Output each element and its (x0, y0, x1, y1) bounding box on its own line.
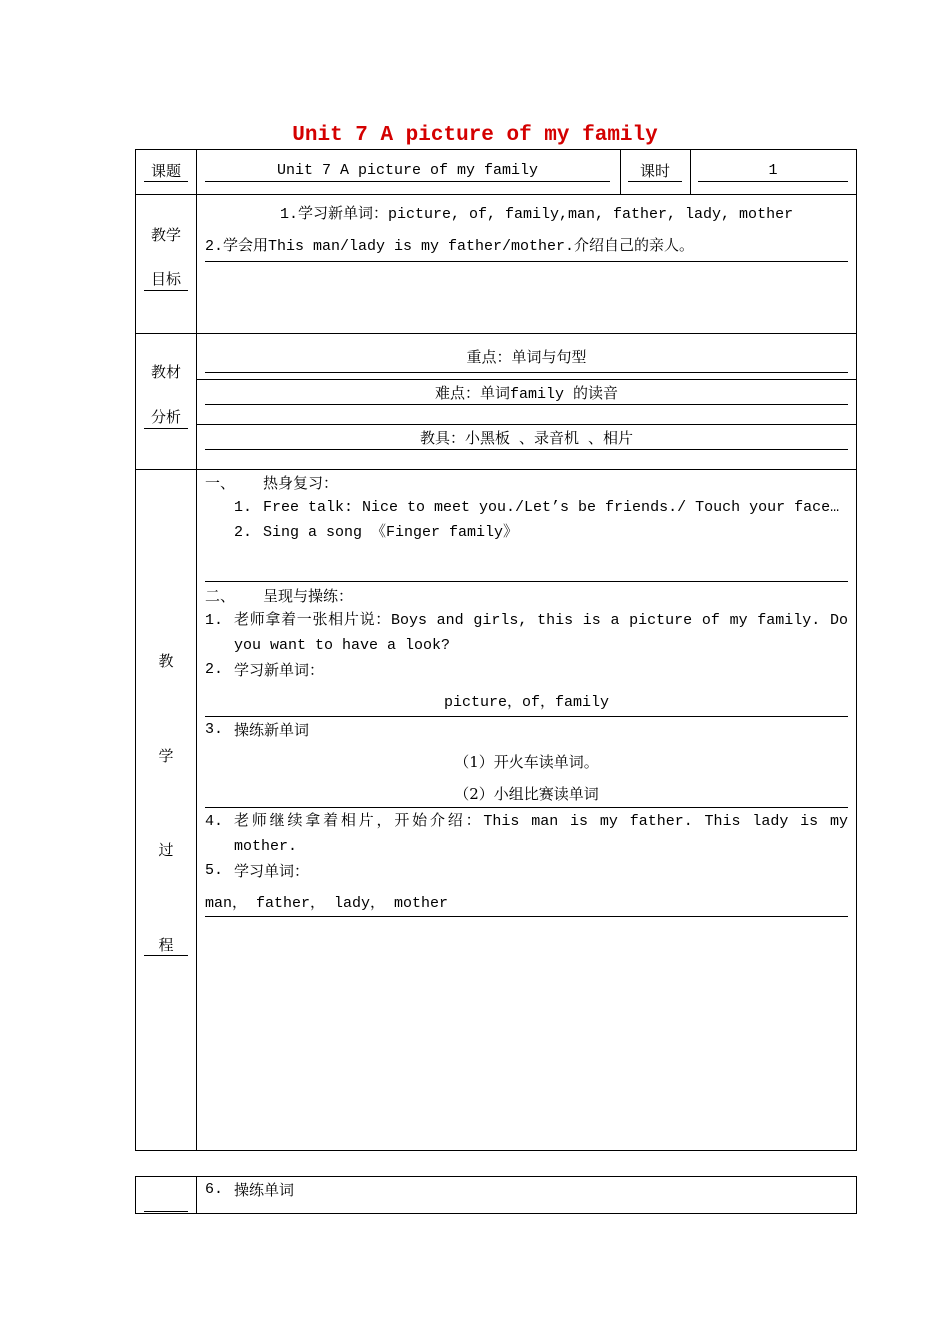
step-6-text: 操练单词 (234, 1181, 295, 1199)
drill-2: （2）小组比赛读单词 (454, 785, 599, 803)
underline (205, 716, 848, 717)
underline (144, 290, 188, 291)
step-3-text: 操练新单词 (234, 721, 310, 739)
process-label-1: 教 (158, 652, 174, 670)
step-1-line-2: you want to have a look? (234, 637, 451, 654)
period-value: 1 (768, 162, 778, 179)
warmup-2-number: 2. (234, 524, 253, 541)
underline (144, 181, 188, 182)
column-divider (196, 1176, 197, 1214)
underline (205, 404, 848, 405)
step-1-line-1: 老师拿着一张相片说：Boys and girls, this is a picture of my family. Do (234, 612, 848, 629)
step-2-number: 2. (205, 661, 224, 678)
underline (628, 181, 682, 182)
step-6-number: 6. (205, 1181, 224, 1198)
row-divider (196, 424, 857, 425)
objectives-label-top: 教学 (150, 226, 181, 244)
step-3-number: 3. (205, 721, 224, 738)
row-divider (196, 379, 857, 380)
step-2-text: 学习新单词： (234, 661, 325, 679)
step-5-text: 学习单词： (234, 862, 310, 880)
objective-line-1: 1.学习新单词：picture, of, family,man, father, lady, mother (280, 206, 794, 223)
underline (144, 428, 188, 429)
step-4-line-2: mother. (234, 838, 298, 855)
underline (698, 181, 848, 182)
underline (205, 181, 610, 182)
analysis-label-top: 教材 (150, 363, 181, 381)
topic-label: 课题 (150, 162, 181, 180)
difficult-point: 难点：单词family 的读音 (434, 386, 618, 403)
warmup-2-text: Sing a song 《Finger family》 (263, 524, 519, 541)
warmup-1-number: 1. (234, 499, 253, 516)
underline (205, 372, 848, 373)
row-divider (135, 469, 857, 470)
step-5-number: 5. (205, 862, 224, 879)
warmup-1-text: Free talk: Nice to meet you./Let’s be friends./ Touch your face… (263, 499, 840, 516)
underline (205, 261, 848, 262)
drill-1: （1）开火车读单词。 (454, 753, 599, 771)
step-1-number: 1. (205, 612, 224, 629)
section-1-number: 一、 (205, 474, 236, 492)
analysis-label-bottom: 分析 (150, 408, 181, 426)
new-words: picture，of，family (443, 694, 610, 711)
teaching-tools: 教具：小黑板 、录音机 、相片 (419, 431, 633, 448)
period-label: 课时 (639, 162, 670, 180)
row-divider (135, 194, 857, 195)
section-1-title: 热身复习： (263, 474, 339, 492)
topic-value: Unit 7 A picture of my family (276, 162, 539, 179)
objectives-label-bottom: 目标 (150, 270, 181, 288)
column-divider (690, 149, 691, 194)
underline (205, 807, 848, 808)
underline (144, 955, 188, 956)
process-label-2: 学 (158, 747, 174, 765)
underline (205, 916, 848, 917)
row-divider (135, 333, 857, 334)
section-2-title: 呈现与操练： (263, 587, 354, 605)
section-2-number: 二、 (205, 587, 236, 605)
process-label-4: 程 (158, 936, 174, 954)
words-list: man， father， lady， mother (205, 895, 449, 912)
objective-line-2: 2.学会用This man/lady is my father/mother.介绍自己的亲人。 (205, 238, 695, 255)
step-4-number: 4. (205, 813, 224, 830)
step-4-line-1: 老师继续拿着相片，开始介绍：This man is my father. This lady is my (234, 813, 848, 830)
column-divider (196, 149, 197, 1151)
process-label-3: 过 (158, 841, 174, 859)
underline (205, 449, 848, 450)
underline (205, 581, 848, 582)
key-point: 重点：单词与句型 (466, 350, 587, 367)
document-title: Unit 7 A picture of my family (292, 124, 658, 147)
underline (144, 1211, 188, 1212)
